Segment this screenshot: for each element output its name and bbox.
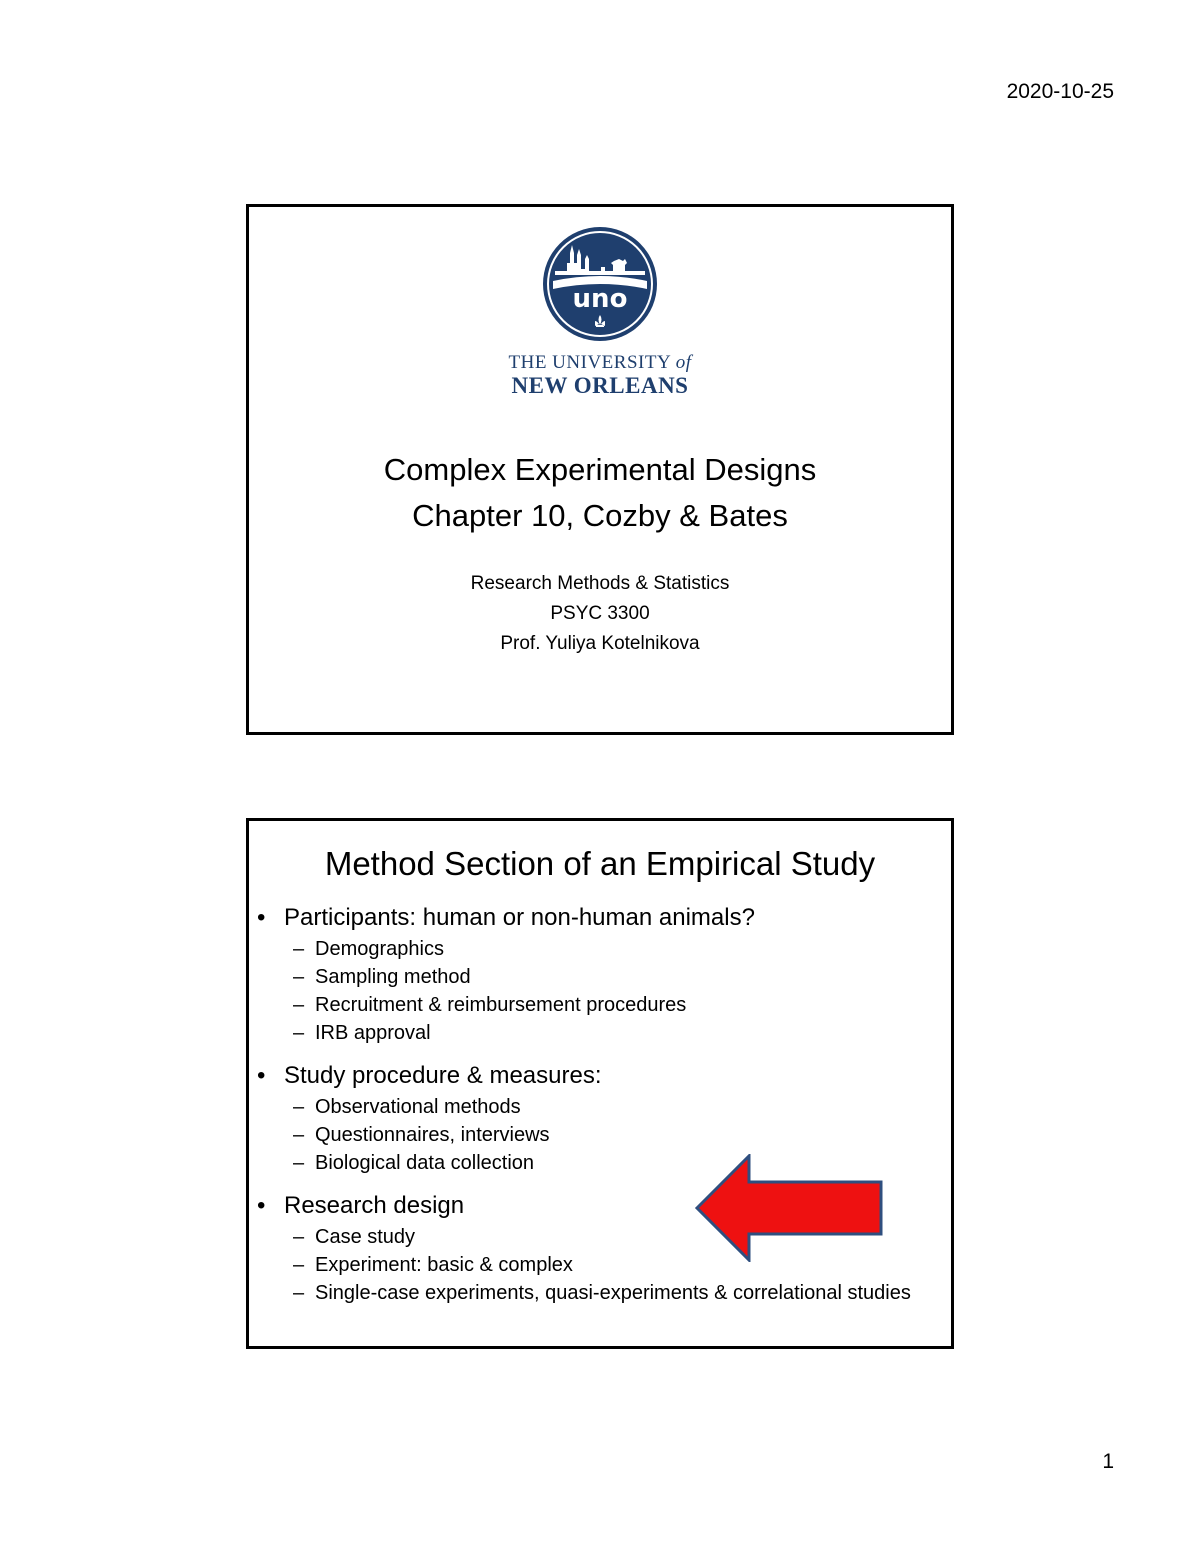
bullet-heading: • Participants: human or non-human animals? (255, 901, 945, 935)
page-number: 1 (1102, 1450, 1114, 1473)
bullet-item: – Single-case experiments, quasi-experiments & correlational studies (255, 1279, 945, 1307)
university-name-prefix: THE UNIVERSITY (508, 352, 671, 373)
bullet-item: – Sampling method (255, 963, 945, 991)
bullet-heading: • Research design (255, 1189, 945, 1223)
university-name-line2: NEW ORLEANS (511, 373, 689, 398)
uno-seal-icon (541, 225, 659, 343)
university-name-line1 (249, 352, 951, 374)
university-name-of: of (675, 352, 692, 373)
slide-title (249, 447, 951, 539)
slide-title: Method Section of an Empirical Study (324, 845, 876, 882)
seal-text: uno (572, 284, 628, 314)
bullet-item: – IRB approval (255, 1019, 945, 1047)
bullet-item: – Biological data collection (255, 1149, 945, 1177)
method-section-slide (246, 818, 954, 1349)
bullet-heading: • Study procedure & measures: (255, 1059, 945, 1093)
professor-name: Prof. Yuliya Kotelnikova (500, 633, 700, 654)
title-slide (246, 204, 954, 735)
bullet-item: – Experiment: basic & complex (255, 1251, 945, 1279)
course-info (249, 569, 951, 659)
left-arrow-icon (695, 1154, 885, 1262)
course-code: PSYC 3300 (550, 603, 650, 624)
slide-title-line2: Chapter 10, Cozby & Bates (412, 498, 788, 533)
bullet-item: – Case study (255, 1223, 945, 1251)
bullet-item: – Demographics (255, 935, 945, 963)
page-date: 2020-10-25 (1006, 80, 1114, 103)
slide-title-line1: Complex Experimental Designs (383, 452, 817, 487)
course-name: Research Methods & Statistics (470, 573, 730, 594)
bullet-item: – Observational methods (255, 1093, 945, 1121)
bullet-item: – Questionnaires, interviews (255, 1121, 945, 1149)
bullet-item: – Recruitment & reimbursement procedures (255, 991, 945, 1019)
